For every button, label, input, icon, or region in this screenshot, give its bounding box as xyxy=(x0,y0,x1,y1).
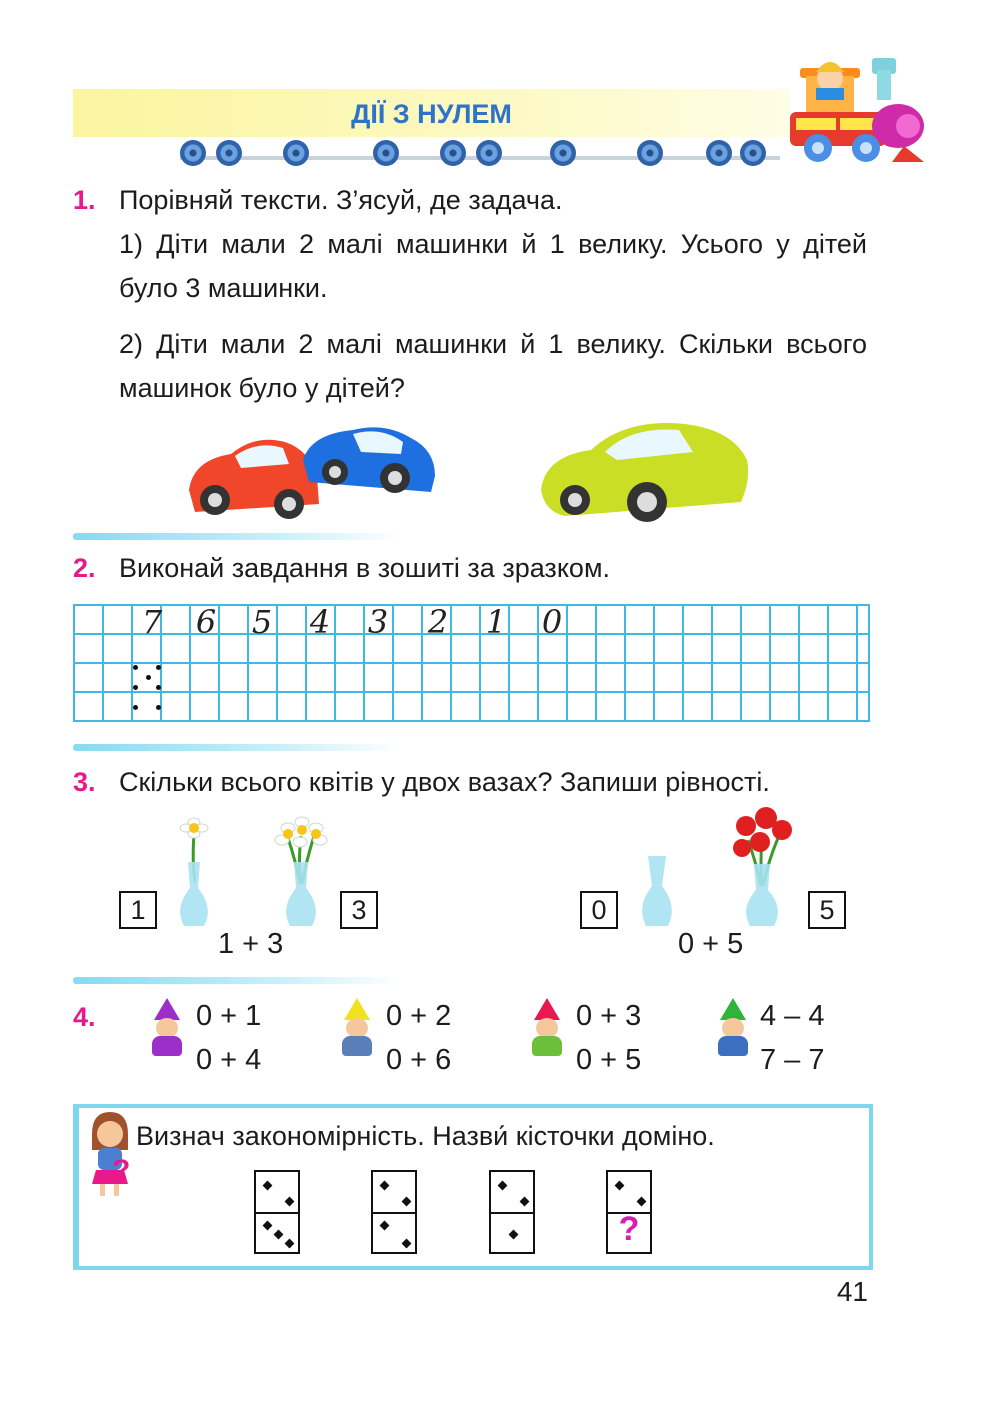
task1-prompt: Порівняй тексти. З’ясуй, де задача. xyxy=(119,185,563,215)
gnome-body xyxy=(152,1036,182,1056)
gnome-body xyxy=(342,1036,372,1056)
dot xyxy=(133,685,138,690)
page-number: 41 xyxy=(836,1276,868,1307)
task1-text-1: 1) Діти мали 2 малі машинки й 1 велику. Усього у дітей було 3 машинки. xyxy=(119,229,867,303)
cars-illustration xyxy=(185,420,755,528)
gnome-hat xyxy=(154,998,180,1020)
pip xyxy=(520,1197,530,1207)
wheel-icon xyxy=(440,140,466,166)
task1-text-2: 2) Діти мали 2 малі машинки й 1 велику. Скільки всього машинок було у дітей? xyxy=(119,329,867,403)
vase-one-flower-icon xyxy=(170,812,220,932)
girl-question-icon xyxy=(84,1110,134,1202)
page-title: ДІЇ З НУЛЕМ xyxy=(351,99,512,129)
wheel-icon xyxy=(706,140,732,166)
gnome-face xyxy=(156,1018,178,1038)
title-band xyxy=(73,89,790,137)
wheel-icon xyxy=(637,140,663,166)
pip xyxy=(274,1230,284,1240)
digit-sample: 2 xyxy=(427,603,449,641)
wheel-icon xyxy=(740,140,766,166)
gnome-face xyxy=(346,1018,368,1038)
expression: 0 + 5 xyxy=(576,1044,642,1076)
pip xyxy=(498,1181,508,1191)
task-number: 1. xyxy=(73,185,96,215)
task2-prompt: Виконай завдання в зошиті за зразком. xyxy=(119,553,611,583)
number-box: 0 xyxy=(580,891,618,929)
locomotive-icon xyxy=(786,44,928,168)
question-mark: ? xyxy=(618,1210,640,1248)
number-box: 5 xyxy=(808,891,846,929)
expression: 0 + 3 xyxy=(576,1000,642,1032)
separator xyxy=(73,744,403,751)
pip xyxy=(380,1221,390,1231)
expression: 0 + 4 xyxy=(196,1044,262,1076)
pip xyxy=(263,1181,273,1191)
pip xyxy=(402,1197,412,1207)
gnome-icon xyxy=(338,998,378,1062)
vase-five-roses-icon xyxy=(726,806,798,932)
domino-tile xyxy=(254,1170,300,1254)
wheel-icon xyxy=(180,140,206,166)
equation: 0 + 5 xyxy=(678,928,744,960)
gnome-face xyxy=(722,1018,744,1038)
dot xyxy=(133,705,138,710)
gnome-hat xyxy=(534,998,560,1020)
dot xyxy=(156,665,161,670)
pip xyxy=(509,1230,519,1240)
task-number: 3. xyxy=(73,767,96,797)
equation: 1 + 3 xyxy=(218,928,284,960)
bonus-prompt: Визнач закономірність. Назви́ кісточки доміно. xyxy=(136,1121,715,1151)
gnome-body xyxy=(532,1036,562,1056)
expression: 0 + 6 xyxy=(386,1044,452,1076)
digit-sample: 3 xyxy=(367,603,389,641)
dot xyxy=(156,705,161,710)
gnome-icon xyxy=(148,998,188,1062)
pip xyxy=(285,1239,295,1249)
dot xyxy=(156,685,161,690)
number-box: 3 xyxy=(340,891,378,929)
domino-tile-unknown xyxy=(606,1170,652,1254)
pip xyxy=(402,1239,412,1249)
domino-tile xyxy=(371,1170,417,1254)
digit-sample: 4 xyxy=(309,603,331,641)
dot xyxy=(146,675,151,680)
gnome-face xyxy=(536,1018,558,1038)
task-number: 4. xyxy=(73,1002,96,1032)
digit-sample: 6 xyxy=(195,603,217,641)
svg-text:?: ? xyxy=(112,1154,131,1187)
dot xyxy=(133,665,138,670)
digit-sample: 0 xyxy=(541,603,563,641)
gnome-icon xyxy=(714,998,754,1062)
wheel-icon xyxy=(550,140,576,166)
wheel-icon xyxy=(476,140,502,166)
pip xyxy=(263,1221,273,1231)
separator xyxy=(73,977,403,984)
separator xyxy=(73,533,403,540)
number-box: 1 xyxy=(119,891,157,929)
gnome-icon xyxy=(528,998,568,1062)
expression: 0 + 2 xyxy=(386,1000,452,1032)
wheel-icon xyxy=(283,140,309,166)
pip xyxy=(615,1181,625,1191)
pip xyxy=(285,1197,295,1207)
task3-prompt: Скільки всього квітів у двох вазах? Запиши рівності. xyxy=(119,767,770,797)
digit-sample: 7 xyxy=(141,603,163,641)
wheel-icon xyxy=(373,140,399,166)
expression: 0 + 1 xyxy=(196,1000,262,1032)
gnome-hat xyxy=(720,998,746,1020)
empty-vase-icon xyxy=(632,850,682,932)
task-number: 2. xyxy=(73,553,96,583)
vase-three-flowers-icon xyxy=(268,812,334,932)
gnome-body xyxy=(718,1036,748,1056)
pip xyxy=(380,1181,390,1191)
expression: 4 – 4 xyxy=(760,1000,825,1032)
expression: 7 – 7 xyxy=(760,1044,825,1076)
digit-sample: 5 xyxy=(251,603,273,641)
domino-tile xyxy=(489,1170,535,1254)
wheel-icon xyxy=(216,140,242,166)
gnome-hat xyxy=(344,998,370,1020)
pip xyxy=(637,1197,647,1207)
digit-sample: 1 xyxy=(485,603,507,641)
